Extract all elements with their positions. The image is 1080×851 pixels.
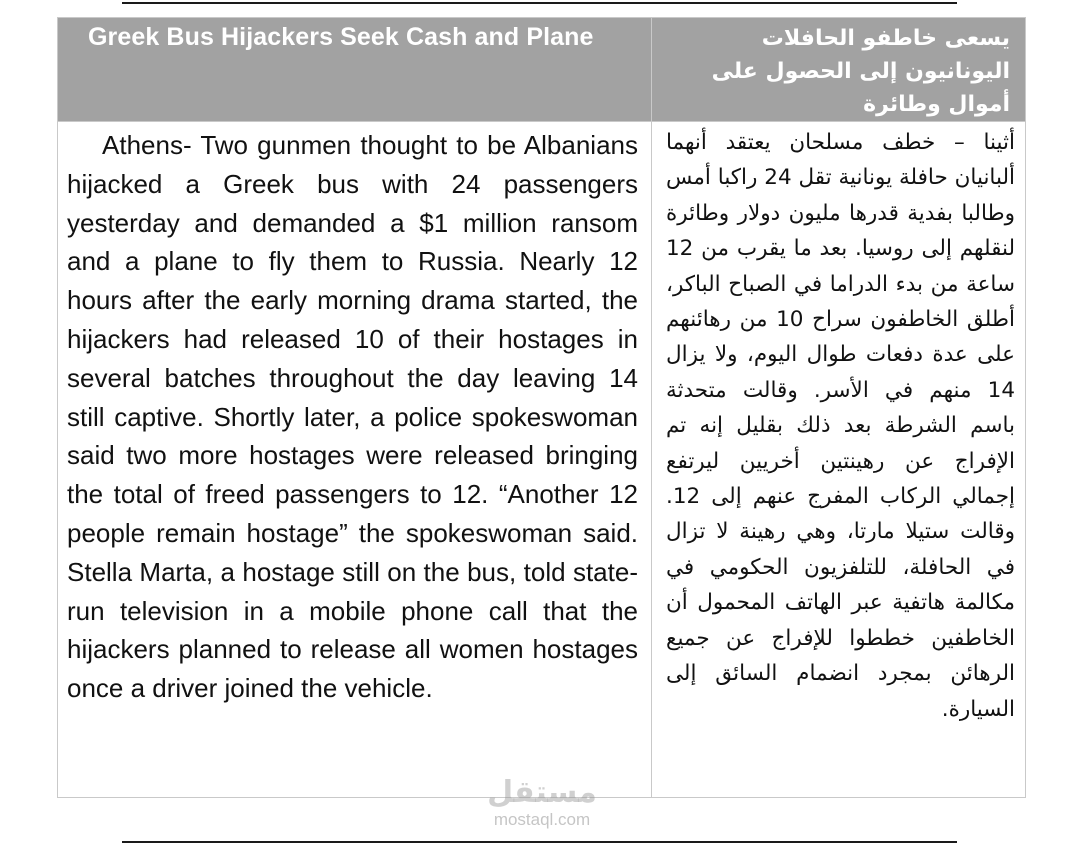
arabic-title: يسعى خاطفو الحافلات اليونانيون إلى الحصول على أموال وطائرة [652,18,1026,122]
arabic-body-cell [652,122,1026,798]
watermark-url: mostaql.com [493,810,591,829]
english-body-text: Athens- Two gunmen thought to be Albanians hijacked a Greek bus with 24 passengers yesterday and demanded a $1 million ransom and a plane to fly them to Russia. Nearly 12 hours after the early morning drama started, the hijackers had released 10 of their hostages in several batches throughout the day leaving 14 still captive. Shortly later, a police spokeswoman said two more hostages were released bringing the total of freed passengers to 12. “Another 12 people remain hostage” the spokeswoman said. Stella Marta, a hostage still on the bus, told state-run television in a mobile phone call that the hijackers planned to release all women hostages once a driver joined the vehicle. [67,130,638,704]
top-rule [122,2,957,4]
body-row [58,122,1026,798]
bottom-rule [122,841,957,843]
header-row [58,18,1026,122]
bilingual-article-table [57,17,1026,798]
english-title: Greek Bus Hijackers Seek Cash and Plane [58,18,652,122]
watermark-logo: مستقل [487,775,597,810]
arabic-body-text: أثينا – خطف مسلحان يعتقد أنهما ألبانيان حافلة يونانية تقل 24 راكبا أمس وطالبا بفدية قدرها مليون دولار وطائرة لنقلهم إلى روسيا. بعد ما يقرب من 12 ساعة من بدء الدراما في الصباح الباكر، أطلق الخاطفون سراح 10 من رهائنهم على عدة دفعات طوال اليوم، ولا يزال 14 منهم في الأسر. وقالت متحدثة باسم الشرطة بعد ذلك بقليل إنه تم الإفراج عن رهينتين أخريين ليرتفع إجمالي الركاب المفرج عنهم إلى 12. وقالت ستيلا مارتا، وهي رهينة لا تزال في الحافلة، للتلفزيون الحكومي في مكالمة هاتفية عبر الهاتف المحمول أن الخاطفين خططوا للإفراج عن جميع الرهائن بمجرد انضمام السائق إلى السيارة. [666,130,1016,722]
english-body-cell [58,122,652,798]
